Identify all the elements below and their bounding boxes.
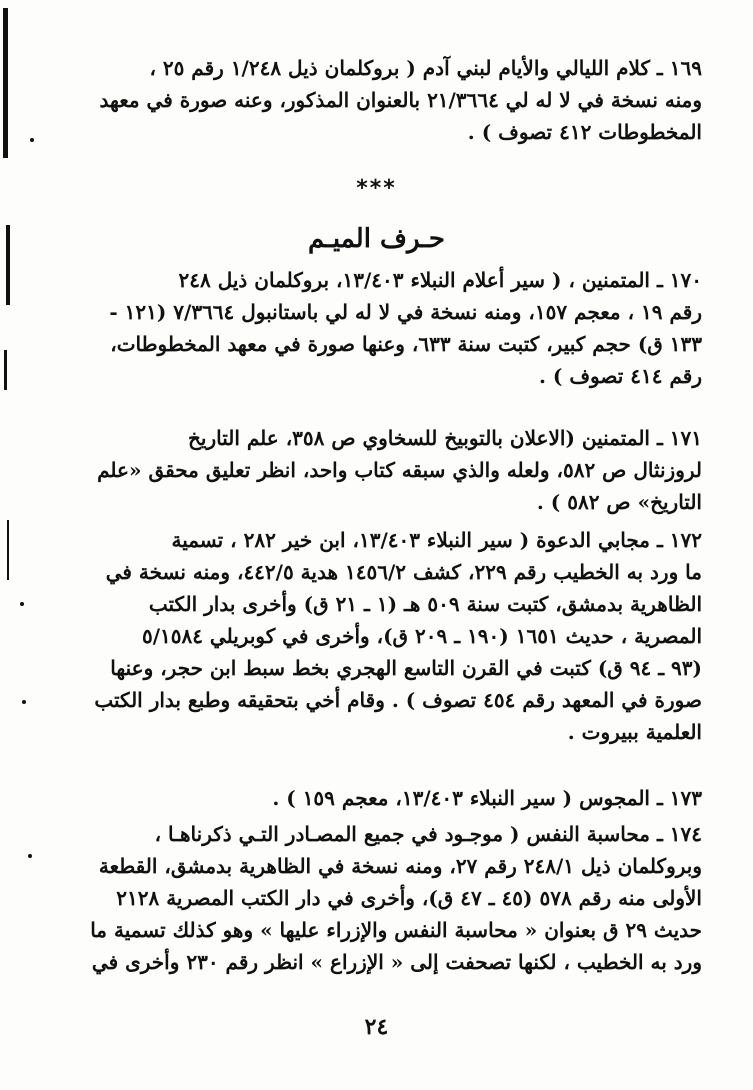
entry-line: الأولى منه رقم ٥٧٨ (٤٥ ـ ٤٧ ق)، وأخرى في دار الكتب المصرية ٢١٢٨ <box>116 886 702 910</box>
scan-edge-mark <box>4 350 7 390</box>
entry-170 <box>62 264 702 392</box>
scan-speck <box>22 700 26 704</box>
entry-line: ١٣٣ ق) حجم كبير، كتبت سنة ٦٣٣، وعنها صورة في معهد المخطوطات، <box>110 332 702 356</box>
page-number: ٢٤ <box>364 1014 389 1040</box>
scan-speck <box>28 854 32 858</box>
entry-line: رقم ١٩ ، معجم ١٥٧، ومنه نسخة في لا له لي باستانبول ٧/٣٦٦٤ (١٢١ - <box>109 300 702 324</box>
entry-171 <box>62 422 702 518</box>
entry-line: المخطوطات ٤١٢ تصوف ) . <box>467 120 702 144</box>
entry-line: ١٦٩ ـ كلام الليالي والأيام لبني آدم ( بروكلمان ذيل ١/٢٤٨ رقم ٢٥ ، <box>149 56 702 80</box>
section-separator: *** <box>356 176 397 201</box>
entry-line: ومنه نسخة في لا له لي ٢١/٣٦٦٤ بالعنوان المذكور، وعنه صورة في معهد <box>99 88 702 112</box>
entry-line: رقم ٤١٤ تصوف ) . <box>538 364 702 388</box>
entry-line: ما ورد به الخطيب رقم ٢٢٩، كشف ١٤٥٦/٢ هدية ٤٤٢/٥، ومنه نسخة في <box>105 560 702 584</box>
entry-line: ١٧٠ ـ المتمنين ، ( سير أعلام النبلاء ١٣/٤٠٣، بروكلمان ذيل ٢٤٨ <box>178 268 702 292</box>
entry-line: ورد به الخطيب ، لكنها تصحفت إلى « الإزراع » انظر رقم ٢٣٠ وأخرى في <box>91 950 702 974</box>
entry-line: (٩٣ ـ ٩٤ ق) كتبت في القرن التاسع الهجري بخط سبط ابن حجر، وعنها <box>110 656 702 680</box>
entry-line: لروزنثال ص ٥٨٢، ولعله والذي سبقه كتاب واحد، انظر تعليق محقق «علم <box>97 458 702 482</box>
entry-172 <box>62 524 702 748</box>
entry-line: الظاهرية بدمشق، كتبت سنة ٥٠٩ هـ (١ ـ ٢١ ق) وأخرى بدار الكتب <box>148 592 702 616</box>
section-heading: حـرف الميـم <box>308 224 445 254</box>
scan-edge-mark <box>3 8 8 158</box>
scan-speck <box>30 138 34 142</box>
entry-169 <box>62 52 702 148</box>
entry-line: ١٧٣ ـ المجوس ( سير النبلاء ١٣/٤٠٣، معجم ١٥٩ ) . <box>272 786 702 810</box>
entry-line: ١٧٤ ـ محاسبة النفس ( موجـود في جميع المصـادر التـي ذكرناهـا ، <box>154 822 702 846</box>
entry-line: حديث ٢٩ ق بعنوان « محاسبة النفس والإزراء عليها » وهو كذلك تسمية ما <box>90 918 702 942</box>
scan-edge-mark <box>7 520 9 580</box>
entry-line: ١٧٢ ـ مجابي الدعوة ( سير النبلاء ١٣/٤٠٣، ابن خير ٢٨٢ ، تسمية <box>171 528 702 552</box>
entry-line: ١٧١ ـ المتمنين (الاعلان بالتوبيخ للسخاوي ص ٣٥٨، علم التاريخ <box>187 426 702 450</box>
scan-speck <box>20 602 24 606</box>
entry-line: صورة في المعهد رقم ٤٥٤ تصوف ) . وقام أخي بتحقيقه وطبع بدار الكتب <box>94 688 702 712</box>
entry-line: المصرية ، حديث ١٦٥١ (١٩٠ ـ ٢٠٩ ق)، وأخرى في كوبريلي ٥/١٥٨٤ <box>141 624 702 648</box>
entry-line: وبروكلمان ذيل ٢٤٨/١ رقم ٢٧، ومنه نسخة في الظاهرية بدمشق، القطعة <box>98 854 702 878</box>
entry-line: العلمية ببيروت . <box>567 720 702 744</box>
entry-173 <box>62 782 702 814</box>
entry-174 <box>62 818 702 978</box>
entry-line: التاريخ» ص ٥٨٢ ) . <box>536 490 702 514</box>
